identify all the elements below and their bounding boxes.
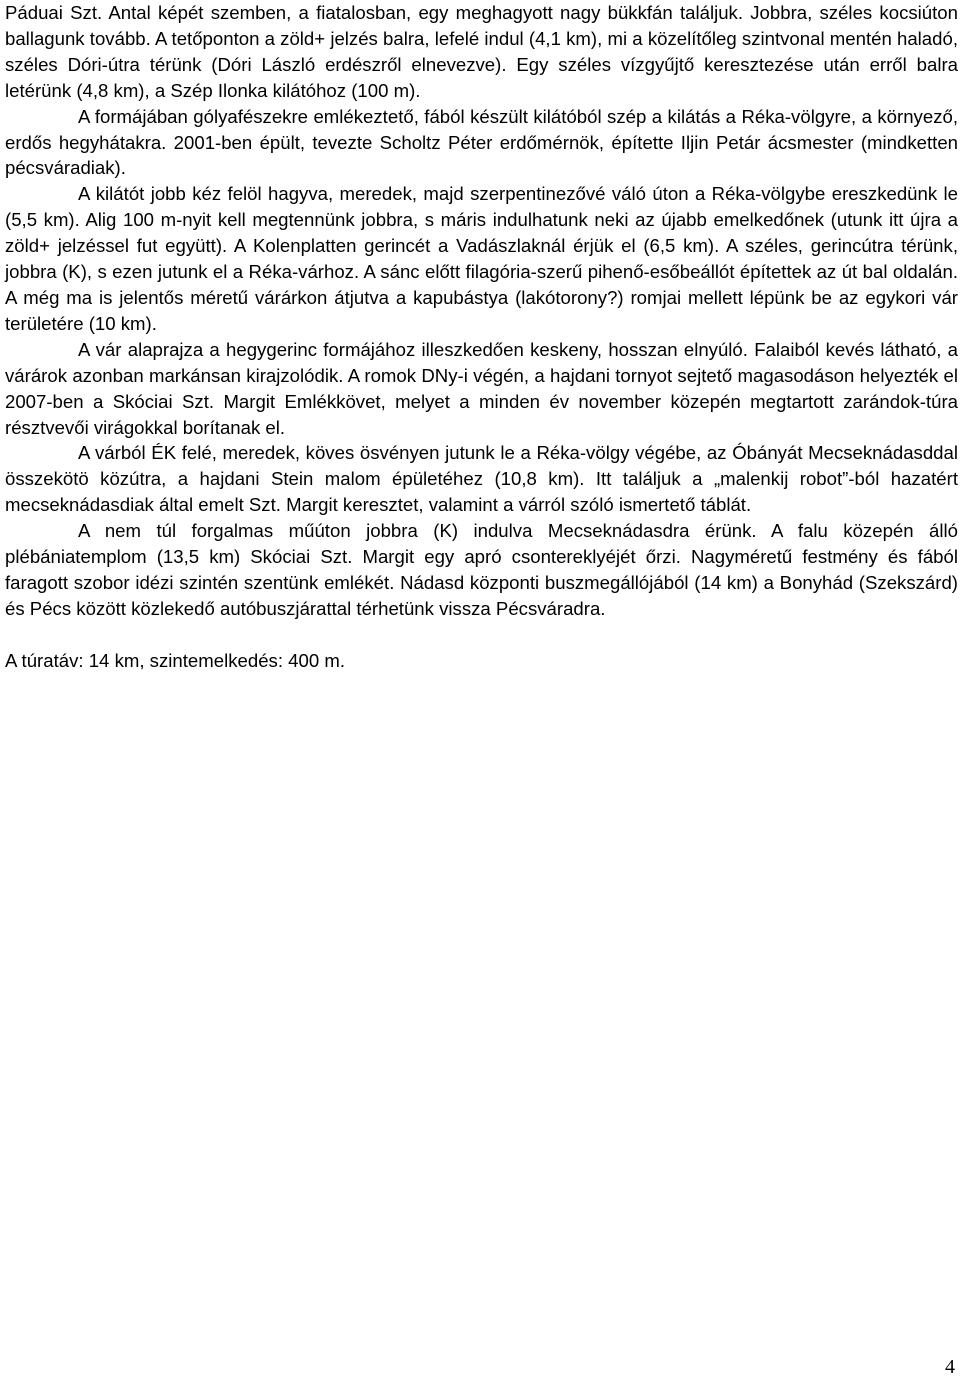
document-page xyxy=(5,0,958,674)
paragraph-route-start: Páduai Szt. Antal képét szemben, a fiatalosban, egy meghagyott nagy bükkfán találjuk. Jobbra, széles kocsiúton ballagunk tovább. A tetőponton a zöld+ jelzés balra, lefelé indul (4,1 km), mi a közelítőleg szintvonal mentén haladó, széles Dóri-útra térünk (Dóri László erdészről elnevezve). Egy széles vízgyűjtő keresztezése után erről balra letérünk (4,8 km), a Szép Ilonka kilátóhoz (100 m). xyxy=(5,2,958,101)
paragraph-mecseknadasd: A nem túl forgalmas műúton jobbra (K) indulva Mecseknádasdra érünk. A falu közepén álló plébániatemplom (13,5 km) Skóciai Szt. Margit egy apró csontereklyéjét őrzi. Nagyméretű festmény és fából faragott szobor idézi szintén szentünk emlékét. Nádasd központi buszmegállójából (14 km) a Bonyhád (Szekszárd) és Pécs között közlekedő autóbuszjárattal térhetünk vissza Pécsváradra. xyxy=(5,520,958,619)
paragraph-castle-layout: A vár alaprajza a hegygerinc formájához illeszkedően keskeny, hosszan elnyúló. Falaiból kevés látható, a várárok azonban markánsan kirajzolódik. A romok DNy-i végén, a hajdani tornyot sejtető magasodáson helyezték el 2007-ben a Skóciai Szt. Margit Emlékkövet, melyet a minden év november közepén megtartott zarándok-túra résztvevői virágokkal borítanak el. xyxy=(5,338,958,438)
paragraph-lookout-tower: A formájában gólyafészekre emlékeztető, fából készült kilátóból szép a kilátás a Réka-völgyre, a környező, erdős hegyhátakra. 2001-ben épült, tevezte Scholtz Péter erdőmérnök, építette Iljin Petár ácsmester (mindketten pécsváradiak). xyxy=(5,105,958,179)
tour-summary: A túratáv: 14 km, szintemelkedés: 400 m. xyxy=(5,649,346,671)
page-number: 4 xyxy=(945,1356,955,1378)
paragraph-descent-to-castle: A kilátót jobb kéz felöl hagyva, meredek, majd szerpentinezővé váló úton a Réka-völgybe ereszkedünk le (5,5 km). Alig 100 m-nyit kell megtennünk jobbra, s máris indulhatunk neki az újabb emelkedőnek (utunk itt újra a zöld+ jelzéssel fut együtt). A Kolenplatten gerincét a Vadászlaknál érjük el (6,5 km). A széles, gerincútra térünk, jobbra (K), s ezen jutunk el a Réka-várhoz. A sánc előtt filagória-szerű pihenő-esőbeállót építettek az út bal oldalán. A még ma is jelentős méretű várárkon átjutva a kapubástya (lakótorony?) romjai mellett lépünk be az egykori vár területére (10 km). xyxy=(5,183,958,334)
paragraph-stein-mill: A várból ÉK felé, meredek, köves ösvényen jutunk le a Réka-völgy végébe, az Óbányát Mecseknádasddal összekötö közútra, a hajdani Stein malom épületéhez (10,8 km). Itt találjuk a „malenkij robot”-ból hazatért mecseknádasdiak által emelt Szt. Margit keresztet, valamint a várról szóló ismertető táblát. xyxy=(5,442,958,516)
